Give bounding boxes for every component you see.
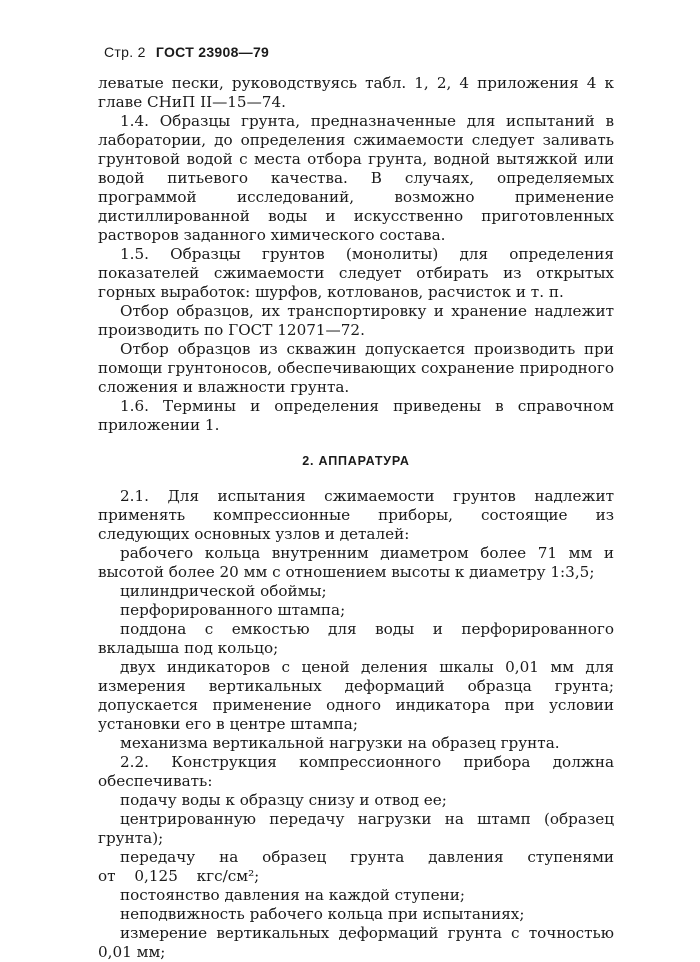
list-item: измерение вертикальных деформаций грунта с точностью 0,01 мм; xyxy=(98,924,614,961)
section-title: 2. АППАРАТУРА xyxy=(302,454,410,468)
paragraph-1-4: 1.4. Образцы грунта, предназначенные для испытаний в лаборатории, до определения сжимаемости следует заливать грунтовой водой с места отбора грунта, водной вытяжкой или водой питьевого качества. В случаях, определяемых программой исследований, возможно применение дистиллированной воды и искусственно приготовленных растворов заданного химического состава. xyxy=(98,112,614,244)
list-item: рабочего кольца внутренним диаметром более 71 мм и высотой более 20 мм с отношением высоты к диаметру 1:3,5; xyxy=(98,544,614,581)
paragraph-2-2: 2.2. Конструкция компрессионного прибора должна обеспечивать: xyxy=(98,753,614,790)
paragraph-continuation: леватые пески, руководствуясь табл. 1, 2, 4 приложения 4 к главе СНиП II—15—74. xyxy=(98,74,614,111)
standard-code: ГОСТ 23908—79 xyxy=(155,44,270,60)
list-item: постоянство давления на каждой ступени; xyxy=(120,886,465,904)
list-item: двух индикаторов с ценой деления шкалы 0,01 мм для измерения вертикальных деформаций образца грунта; допускается применение одного индикатора при условии установки его в центре штампа; xyxy=(98,658,614,733)
list-item: подачу воды к образцу снизу и отвод ее; xyxy=(120,791,447,809)
list-item: механизма вертикальной нагрузки на образец грунта. xyxy=(120,734,560,752)
body-text xyxy=(98,74,614,962)
list-item: центрированную передачу нагрузки на штамп (образец грунта); xyxy=(98,810,614,847)
paragraph-1-5: 1.5. Образцы грунтов (монолиты) для определения показателей сжимаемости следует отбирать из открытых горных выработок: шурфов, котлованов, расчисток и т. п. xyxy=(98,245,614,301)
page-header xyxy=(104,44,269,60)
list-item: неподвижность рабочего кольца при испытаниях; xyxy=(120,905,525,923)
list-item: перфорированного штампа; xyxy=(120,601,346,619)
paragraph-2-1: 2.1. Для испытания сжимаемости грунтов надлежит применять компрессионные приборы, состоящие из следующих основных узлов и деталей: xyxy=(98,487,614,543)
list-item: передачу на образец грунта давления ступенями от 0,125 кгс/см²; xyxy=(98,848,614,885)
list-item: цилиндрической обоймы; xyxy=(120,582,327,600)
paragraph-boreholes: Отбор образцов из скважин допускается производить при помощи грунтоносов, обеспечивающих сохранение природного сложения и влажности грунта. xyxy=(98,340,614,396)
list-item: поддона с емкостью для воды и перфорированного вкладыша под кольцо; xyxy=(98,620,614,657)
paragraph-transport: Отбор образцов, их транспортировку и хранение надлежит производить по ГОСТ 12071—72. xyxy=(98,302,614,339)
paragraph-1-6: 1.6. Термины и определения приведены в справочном приложении 1. xyxy=(98,397,614,434)
page-number-label: Стр. 2 xyxy=(104,44,146,60)
